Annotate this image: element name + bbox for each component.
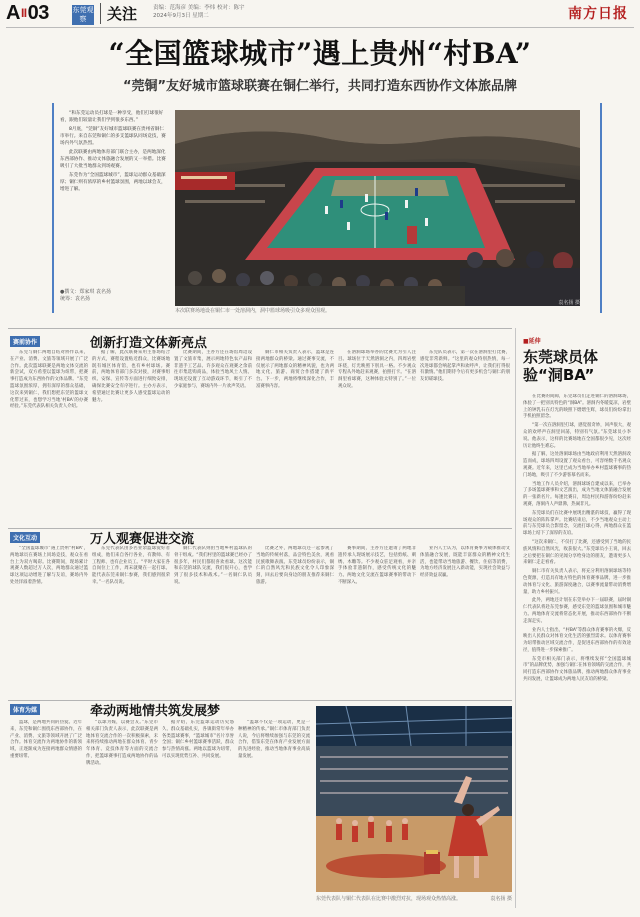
- sidebar-paragraph: 东莞市相关部门表示，将继续发挥“全国篮球城市”的品牌优势，加强与铜仁在体育领域的交流合作，共同打造东西部协作文体旅品牌，推动两地群众体育事业共同发展，让篮球成为两地人民友谊的桥梁。: [523, 656, 631, 683]
- column-paragraph: “以球为媒，以赛会友。”东莞市相关部门负责人表示，此次联赛是两地体育交流合作的一次积极探索，未来将持续推动两地在群众体育、青少年体育、竞技体育等方面的交流合作，把篮球赛事打造成两地协作的品牌活动。: [86, 720, 158, 766]
- story-column: [238, 720, 310, 908]
- story-column: [338, 546, 416, 694]
- column-paragraph: 业内人士认为，以体育赛事为载体推动文体旅融合发展，既能丰富群众的精神文化生活，也能带动当地旅游、餐饮、住宿等消费，为地方经济发展注入新动能，实现社会效益与经济效益双赢。: [420, 546, 510, 579]
- story-column: [10, 720, 82, 908]
- sidebar-paragraph: “这次来铜仁，不仅打了比赛，还感受到了当地的民族风情和自然风光，收获很大。”东莞球员小王说，回去之后要把在铜仁的见闻分享给身边的朋友，邀请更多人来铜仁走走看看。: [523, 539, 631, 566]
- section-divider: [8, 528, 512, 529]
- story-column: [420, 546, 510, 694]
- story-title: 牵动两地情共筑发展梦: [90, 704, 221, 719]
- story-column: [174, 350, 252, 522]
- story-column: [92, 546, 170, 694]
- date-line: 2024年9月3日 星期二: [153, 13, 209, 19]
- story-column: [338, 350, 416, 522]
- section-divider: [8, 328, 512, 329]
- column-paragraph: 东莞与铜仁两地自结对协作以来，在产业、消费、文旅等领域开展了广泛合作。此次篮球联赛是两地文体交流的新尝试，双方希望以篮球为纽带，把赛事打造成为东西协作的文体品牌。“东莞篮球氛围浓厚，拥有深厚的群众基础，这次来到铜仁，我们想把东莞的篮球文化带过来，也想学习当地‘村BA’的办赛经验。”东莞代表队相关负责人介绍。: [10, 350, 88, 410]
- lead-paragraph: 此次联赛由两地体育部门联合主办，是两地深化东西部协作、推动文体旅融合发展的又一举措。比赛吸引了大批当地群众到场观赛。: [60, 150, 166, 169]
- column-paragraph: 据了解，此次联赛采用主客场结合的方式，赛程设置贴近群众，比赛场地既有城区体育馆，也有乡村球场。赛前，两地体育部门多次对接，对赛事组织、安保、宣传等方面进行细致安排，确保比赛安全有序进行。主办方表示，希望通过比赛让更多人感受篮球运动的魅力。: [92, 350, 170, 403]
- story-title: 万人观赛促进交流: [90, 532, 195, 547]
- story-column: [256, 350, 334, 522]
- lead-photo-caption: 本次联赛场地设在铜仁市一处溶洞内，洞中篮球场吸引众多观众围观。: [175, 308, 331, 314]
- page-number-value: 03: [27, 2, 49, 24]
- lead-story-text: [60, 110, 168, 195]
- sidebar-paragraph: 此外，两地还计划在东莞举办下一届联赛，届时铜仁代表队将赴东莞参赛，感受东莞的篮球氛围和城市魅力。两地体育交流将常态化开展，推动东西部协作不断走深走实。: [523, 598, 631, 624]
- sidebar-paragraph: “第一次在溶洞里打球，感觉很奇妙，回声很大，观众的欢呼声在洞里回荡，特别有气氛。”东莞球员小李说。他表示，这样的比赛场地在全国都很少见，这次经历让他终生难忘。: [523, 423, 631, 449]
- caption-text: 东莞代表队与铜仁代表队在比赛中激烈对抗，现场观众热情高涨。: [316, 896, 462, 902]
- lead-paragraph: 东莞作为“全国篮球城市”，篮球运动群众基础深厚；铜仁则有浓厚的乡村篮球氛围，两地以球会友，增进了解。: [60, 173, 166, 192]
- main-headline: “全国篮球城市”遇上贵州“村BA”: [108, 37, 532, 70]
- story-column: [10, 546, 88, 694]
- page-prefix: A: [6, 2, 20, 24]
- sidebar-paragraph: 业内人士指出，“村BA”等群众体育赛事的火爆，反映出人民群众对体育文化生活的强烈需求。以体育赛事为纽带推动区域交流合作，是促进东西部协作的有效途径，值得进一步探索推广。: [523, 627, 631, 653]
- photo-credit: 袁名扬 摄: [490, 896, 512, 902]
- column-paragraph: “篮球不仅是一项运动，更是一种精神的传承。”铜仁市体育部门负责人说，今后将继续加强与东莞的交流合作，借鉴东莞在体育产业发展方面的先进经验，推动当地体育事业高质量发展。: [238, 720, 310, 759]
- column-paragraph: 篮球，是两地共同的热爱。近年来，东莞和铜仁围绕东西部协作，在产业、消费、文旅等领域开展了广泛合作。体育交流作为两地协作的新领域，正逐渐成为连接两地群众情感的重要纽带。: [10, 720, 82, 759]
- sidebar-tag: ■延伸: [523, 338, 541, 345]
- photo-caption: [316, 895, 512, 902]
- column-paragraph: 比赛期间，主办方还在场馆周边设置了文旅市集，展示两地特色农产品和非遗手工艺品。许多观众在观赛之余前往市集选购商品，体验当地风土人情。现场还设置了互动游戏环节，吸引了不少家庭参与，赛场内外一片欢声笑语。: [174, 350, 252, 389]
- column-paragraph: 比赛之外，两地球员还一起参观了当地的传统村落，品尝特色美食，观看民族歌舞表演。东莞球员纷纷表示，铜仁的自然风光和民族文化令人印象深刻，回去后要向身边的朋友推荐来铜仁旅游。: [256, 546, 334, 585]
- editor-line: 责编：范海彦 美编：李炜 校对：陈宇: [153, 5, 245, 11]
- story-column: [86, 720, 158, 908]
- section-divider: [8, 700, 512, 701]
- byline-writers: ●撰文：郑家琪 袁名扬: [60, 289, 111, 295]
- column-paragraph: 据介绍，东莞篮球运动历史悠久、群众基础扎实，各镇街常年举办各类篮球赛事，“篮球城市”名片享誉全国；铜仁乡村篮球赛事活跃，群众参与热情高涨。两地以篮球为纽带，可以实现优势互补、共同发展。: [162, 720, 234, 759]
- sidebar-paragraph: 据了解，这处溶洞球场由当地政府利用天然溶洞改造而成，球场四周设置了观众看台，可容纳数千名观众观赛。近年来，这里已成为当地举办乡村篮球赛事的热门场地，吸引了不少游客慕名而来。: [523, 452, 631, 478]
- column-paragraph: 赛事期间，主办方还邀请了两地非遗传承人现场展示技艺，包括剪纸、刺绣、木雕等。不少观众驻足观看，并亲手体验非遗制作，感受传统文化的魅力。两地文化交流在篮球赛事的带动下不断深入。: [338, 546, 416, 585]
- editor-meta: [153, 4, 245, 20]
- story-tag: 体育为媒: [10, 704, 40, 715]
- column-paragraph: 东莞代表队由多名业余篮球爱好者组成，他们来自各行各业，有教师、有工程师、也有企业员工。“平时大家在各自岗位上工作，周末就聚在一起打球。能代表东莞来铜仁参赛，我们感到很荣幸。”一名队员说。: [92, 546, 170, 585]
- column-paragraph: 铜仁市相关负责人表示，篮球是连接两地群众的桥梁。通过赛事交流，不仅展示了两地群众的精神风貌，也为两地文化、旅游、商贸合作搭建了新平台。下一步，两地将继续深化合作，丰富赛事内容。: [256, 350, 334, 389]
- lead-byline: [60, 289, 168, 303]
- lead-paragraph: 8月底，“莞铜”友好城市篮球联赛在贵州省铜仁市举行。来自东莞和铜仁的多支篮球队同场竞技，赛场内外气氛热烈。: [60, 127, 166, 146]
- story-title: 创新打造文体新亮点: [90, 336, 208, 351]
- sidebar-paragraph: 东莞球员们在比赛中展现出精湛的球技，赢得了现场观众的阵阵掌声。比赛结束后，不少当地观众主动上前与东莞球员合影留念，交流打球心得，两地群众在篮球场上结下了深厚的友谊。: [523, 510, 631, 537]
- sidebar-paragraph: 当地工作人员介绍，溶洞球场自建成以来，已举办了多场篮球赛事和文艺演出，成为当地文体旅融合发展的一张新名片。每逢比赛日，周边村民和游客纷纷赶来观赛，溶洞内人声鼎沸，热闹非凡。: [523, 481, 631, 507]
- byline-editor: 统筹：袁名扬: [60, 296, 91, 302]
- column-paragraph: 铜仁代表队则由当地乡村篮球队的骨干组成。“我们村里的篮球赛已经办了很多年，村民们都很喜欢看球。这次能和东莞的球队交流，我们很开心，也学到了很多技术和战术。”一名铜仁队员说。: [174, 546, 252, 585]
- sidebar-body: [523, 394, 631, 909]
- story-column: [10, 350, 88, 522]
- story-tag: 文化互动: [10, 532, 40, 543]
- newspaper-logo: 南方日报: [568, 6, 628, 22]
- story-column: [92, 350, 170, 522]
- arena-illustration: [316, 706, 512, 892]
- story-tag: 赛前协作: [10, 336, 40, 347]
- sidebar-paragraph: 铜仁市有关负责人表示，将充分利用溶洞球场等特色资源，打造具有地方特色的体育赛事品牌，进一步推动体育与文化、旅游深度融合，以赛事流量带动消费增量，助力乡村振兴。: [523, 569, 631, 595]
- story-column: [162, 720, 234, 908]
- column-paragraph: 在溶洞球场举办的比赛尤为引人注目。球场位于天然溶洞之内，四周岩壁环绕，灯光映照下别具一格。不少观众专程从外地赶来观赛，拍照打卡。“在溶洞里看球赛，这种体验太特别了。”一位观众说。: [338, 350, 416, 389]
- section-title: 关注: [100, 3, 137, 24]
- sub-headline: “莞铜”友好城市篮球联赛在铜仁举行，共同打造东西协作文体旅品牌: [122, 79, 518, 94]
- column-paragraph: 东莞队员表示，第一次在溶洞里打比赛，感觉非常新鲜。“这里的观众特别热情，每一次进球都会响起掌声和欢呼声，让我们打得很有激情。”他们期待今后有更多机会与铜仁的朋友切磋球技。: [420, 350, 510, 383]
- page-number: [6, 2, 49, 25]
- story-column: [420, 350, 510, 522]
- page-separator: II: [20, 6, 27, 20]
- column-divider: [515, 328, 516, 908]
- cheerleader-photo: [316, 706, 512, 892]
- lead-photo-credit: 袁名扬 摄: [558, 300, 580, 306]
- sidebar-title: 东莞球员体验“洞BA”: [523, 348, 599, 384]
- sidebar-paragraph: 在比赛的间隙，东莞球员们走进铜仁的溶洞球场，体验了一把别具特色的“洞BA”。溶洞内冬暖夏凉，岩壁上的钟乳石在灯光的映照下熠熠生辉，球员们纷纷拿出手机拍照留念。: [523, 394, 631, 420]
- story-column: [256, 546, 334, 694]
- cave-court-illustration: [175, 110, 580, 306]
- column-paragraph: “全国篮球城市”遇上贵州“村BA”，两地球员在赛场上同场竞技，观众在看台上为双方喝彩。比赛期间，现场累计观赛人数超过万人次，两地群众通过篮球这项运动增进了解与友谊，赛场内外处处洋溢着热情。: [10, 546, 88, 585]
- story-column: [174, 546, 252, 694]
- lead-paragraph: “和东莞运动员打球是一种享受，他们打球很好看，跟他们较量让我们学到很多东西。”: [60, 111, 164, 123]
- masthead: [6, 2, 634, 28]
- edition-badge: 东莞观察: [72, 6, 94, 23]
- cave-basketball-photo: [175, 110, 580, 306]
